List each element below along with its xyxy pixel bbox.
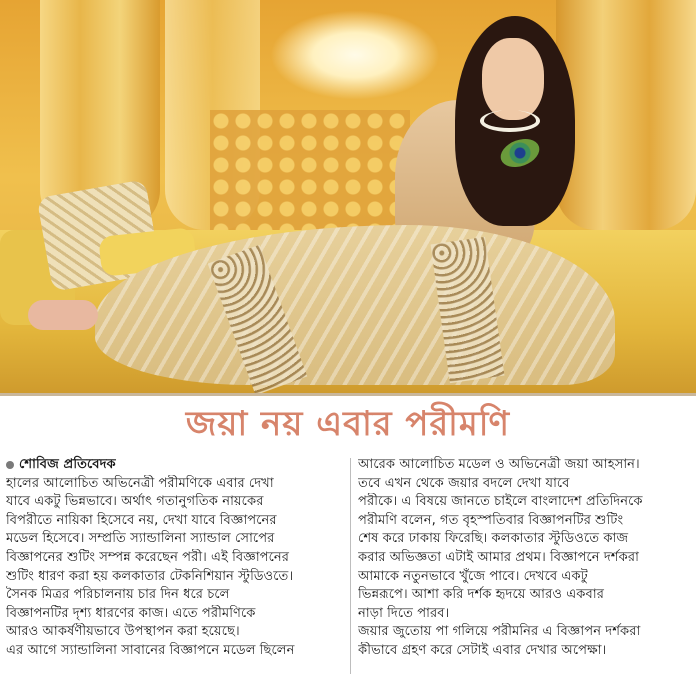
body-line: করার অভিজ্ঞতা এটাই আমার প্রথম। বিজ্ঞাপনে দর্শকরা xyxy=(358,549,639,565)
body-line: হালের আলোচিত অভিনেত্রী পরীমণিকে এবার দেখা xyxy=(6,475,274,491)
body-line: শেষ করে ঢাকায় ফিরেছি। কলকাতার স্টুডিওতে কাজ xyxy=(358,531,629,547)
curtain-right xyxy=(556,0,696,230)
body-line: বিজ্ঞাপনের শুটিং সম্পন্ন করেছেন পরী। এই বিজ্ঞাপনের xyxy=(6,549,290,565)
column-divider xyxy=(350,458,351,674)
lattice-screen xyxy=(210,110,410,230)
body-line: আরও আকর্ষণীয়ভাবে উপস্থাপন করা হয়েছে। xyxy=(6,624,240,640)
body-line: এর আগে স্যান্ডালিনা সাবানের বিজ্ঞাপনে মডেল ছিলেন xyxy=(6,642,295,658)
body-line: সৈনক মিত্রর পরিচালনায় চার দিন ধরে চলে xyxy=(6,587,230,603)
body-line: আমাকে নতুনভাবে খুঁজে পাবে। দেখবে একটু xyxy=(358,568,588,584)
model-foot xyxy=(28,300,98,330)
article-column-left xyxy=(6,456,346,661)
body-line: মডেল হিসেবে। সম্প্রতি স্যান্ডালিনা স্যান্ডাল সোপের xyxy=(6,531,275,547)
body-line: পরীমণি বলেন, গত বৃহস্পতিবার বিজ্ঞাপনটির শুটিং xyxy=(358,512,624,528)
body-line: নাড়া দিতে পারব। xyxy=(358,605,450,621)
article-column-right xyxy=(358,456,690,661)
article-headline: জয়া নয় এবার পরীমণি xyxy=(185,404,511,444)
body-line: বিপরীতে নায়িকা হিসেবে নয়, দেখা যাবে বিজ্ঞাপনের xyxy=(6,512,277,528)
body-line: কীভাবে গ্রহণ করে সেটাই এবার দেখার অপেক্ষা। xyxy=(358,642,607,658)
body-line: জয়ার জুতোয় পা গলিয়ে পরীমনির এ বিজ্ঞাপন দর্শকরা xyxy=(358,624,641,640)
necklace xyxy=(480,110,540,132)
body-line: বিজ্ঞাপনটির দৃশ্য ধারণের কাজ। এতে পরীমণিকে xyxy=(6,605,256,621)
byline xyxy=(6,456,346,475)
body-line: পরীকে। এ বিষয়ে জানতে চাইলে বাংলাদেশ প্রতিদিনকে xyxy=(358,494,643,510)
bullet-icon xyxy=(6,461,14,469)
body-line: আরেক আলোচিত মডেল ও অভিনেত্রী জয়া আহসান। xyxy=(358,457,640,472)
model-face xyxy=(482,38,544,120)
byline-text: শোবিজ প্রতিবেদক xyxy=(19,457,116,472)
body-line: যাবে একটু ভিন্নভাবে। অর্থাৎ গতানুগতিক নায়কের xyxy=(6,494,264,510)
body-line: শুটিং ধারণ করা হয় কলকাতার টেকনিশিয়ান স্টুডিওতে। xyxy=(6,568,294,584)
chandelier-glow xyxy=(270,10,440,100)
body-line: তবে এখন থেকে জয়ার বদলে দেখা যাবে xyxy=(358,475,570,491)
photo-divider xyxy=(0,393,696,396)
body-line: ভিন্নরূপে। আশা করি দর্শক হৃদয়ে আরও একবার xyxy=(358,587,604,603)
